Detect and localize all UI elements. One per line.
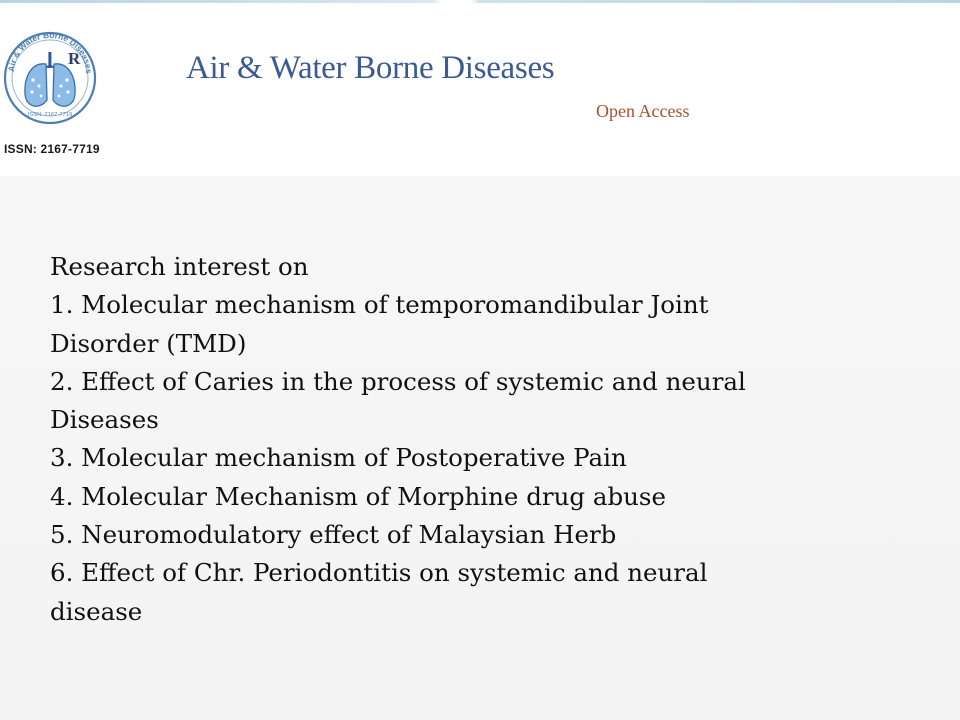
svg-text:ISSN: 2167-7719: ISSN: 2167-7719	[27, 112, 73, 118]
journal-header	[0, 3, 960, 176]
research-line: 2. Effect of Caries in the process of systemic and neural	[50, 366, 746, 396]
research-interests	[50, 248, 930, 631]
svg-text:R: R	[68, 49, 81, 68]
research-line: Disorder (TMD)	[50, 328, 247, 358]
research-intro: Research interest on	[50, 252, 309, 281]
journal-title: Air & Water Borne Diseases	[186, 50, 555, 86]
research-line: 5. Neuromodulatory effect of Malaysian Herb	[50, 520, 617, 550]
svg-text:Air & Water Borne Diseases: Air & Water Borne Diseases	[6, 29, 95, 74]
research-line: Diseases	[50, 405, 159, 435]
research-line: 6. Effect of Chr. Periodontitis on systemic and neural	[50, 558, 708, 588]
journal-issn: ISSN: 2167-7719	[4, 142, 100, 156]
research-line: 3. Molecular mechanism of Postoperative Pain	[50, 443, 627, 473]
research-line: disease	[50, 596, 143, 626]
journal-logo-icon	[2, 12, 98, 132]
research-line: 1. Molecular mechanism of temporomandibular Joint	[50, 290, 709, 320]
research-line: 4. Molecular Mechanism of Morphine drug abuse	[50, 481, 666, 511]
open-access-label: Open Access	[596, 101, 690, 121]
